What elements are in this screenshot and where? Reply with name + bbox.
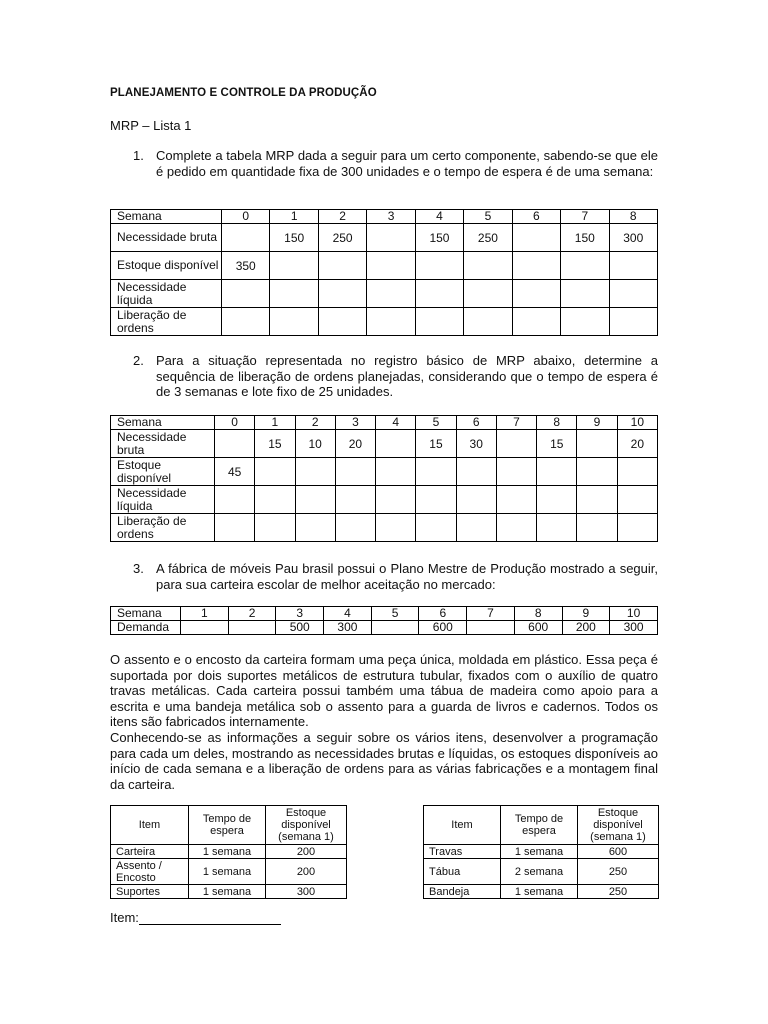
table-cell — [577, 514, 617, 542]
week-cell: 5 — [464, 210, 512, 224]
table-cell — [367, 308, 415, 336]
table-cell — [537, 458, 577, 486]
table-cell — [609, 280, 658, 308]
row-label: Estoque disponível — [111, 252, 222, 280]
week-cell: 9 — [577, 416, 617, 430]
week-cell: 6 — [456, 416, 496, 430]
week-cell: 4 — [376, 416, 416, 430]
table-row — [424, 845, 659, 859]
demand-cell: 600 — [514, 621, 562, 635]
row-label: Necessidade bruta — [111, 224, 222, 252]
table-cell — [215, 514, 255, 542]
question-2 — [110, 353, 658, 400]
week-cell: 6 — [419, 607, 467, 621]
table-cell — [537, 514, 577, 542]
table-cell: 15 — [537, 430, 577, 458]
demand-cell — [467, 621, 515, 635]
table-row — [111, 514, 658, 542]
table-cell — [222, 280, 270, 308]
items-table-right — [423, 805, 659, 899]
table-cell — [456, 514, 496, 542]
mrp-table-1 — [110, 209, 658, 336]
week-cell: 2 — [295, 416, 335, 430]
table-cell — [335, 458, 375, 486]
demand-cell: 500 — [276, 621, 324, 635]
week-header-label: Semana — [111, 210, 222, 224]
table-cell — [376, 486, 416, 514]
table-cell — [367, 280, 415, 308]
question-1-number: 1. — [133, 148, 144, 163]
table-cell — [222, 308, 270, 336]
table-cell — [215, 486, 255, 514]
table-cell — [456, 458, 496, 486]
week-cell: 1 — [255, 416, 295, 430]
demand-label: Demanda — [111, 621, 181, 635]
table-cell — [577, 430, 617, 458]
table-cell — [512, 252, 560, 280]
table-cell — [537, 486, 577, 514]
header-item: Item — [424, 806, 501, 845]
table-cell — [295, 458, 335, 486]
row-label: Liberação de ordens — [111, 514, 215, 542]
table-row — [111, 885, 347, 899]
row-label: Necessidade líquida — [111, 280, 222, 308]
week-cell: 2 — [228, 607, 276, 621]
table-cell — [270, 252, 318, 280]
table-cell — [496, 430, 536, 458]
table-cell: 10 — [295, 430, 335, 458]
item-name: Tábua — [424, 859, 501, 885]
table-row — [424, 806, 659, 845]
table-cell: 150 — [270, 224, 318, 252]
item-stock: 200 — [266, 859, 347, 885]
table-cell — [318, 252, 366, 280]
table-cell — [415, 252, 463, 280]
item-name: Carteira — [111, 845, 189, 859]
table-cell — [335, 486, 375, 514]
table-cell — [376, 458, 416, 486]
table-cell — [318, 308, 366, 336]
table-cell — [512, 280, 560, 308]
table-cell — [512, 224, 560, 252]
table-cell — [561, 252, 609, 280]
table-cell — [496, 458, 536, 486]
week-cell: 4 — [324, 607, 372, 621]
table-cell — [215, 430, 255, 458]
question-1-text: Complete a tabela MRP dada a seguir para um certo componente, sabendo-se que ele é pedido em quantidade fixa de 300 unidades e o tempo de espera é de uma semana: — [156, 148, 658, 179]
table-cell — [415, 308, 463, 336]
week-cell: 5 — [371, 607, 419, 621]
document-title: PLANEJAMENTO E CONTROLE DA PRODUÇÃO — [110, 87, 377, 99]
table-cell — [270, 280, 318, 308]
header-stock: Estoque disponível (semana 1) — [578, 806, 659, 845]
week-cell: 1 — [181, 607, 229, 621]
table-cell — [255, 458, 295, 486]
question-3-text: A fábrica de móveis Pau brasil possui o Plano Mestre de Produção mostrado a seguir, para sua carteira escolar de melhor aceitação no mercado: — [156, 561, 658, 592]
row-label: Necessidade bruta — [111, 430, 215, 458]
table-cell — [367, 252, 415, 280]
table-cell: 15 — [255, 430, 295, 458]
table-row — [111, 859, 347, 885]
table-row — [111, 806, 347, 845]
week-cell: 3 — [367, 210, 415, 224]
table-cell — [496, 486, 536, 514]
table-row — [111, 280, 658, 308]
table-cell — [318, 280, 366, 308]
table-row — [111, 308, 658, 336]
table-cell: 30 — [456, 430, 496, 458]
week-cell: 0 — [215, 416, 255, 430]
week-cell: 10 — [617, 416, 657, 430]
items-table-left — [110, 805, 347, 899]
table-cell — [415, 280, 463, 308]
table-row — [111, 486, 658, 514]
item-stock: 600 — [578, 845, 659, 859]
question-3 — [110, 561, 658, 592]
table-row — [111, 621, 658, 635]
week-cell: 10 — [610, 607, 658, 621]
question-2-number: 2. — [133, 353, 144, 368]
demand-cell: 300 — [610, 621, 658, 635]
row-label: Estoque disponível — [111, 458, 215, 486]
week-cell: 8 — [514, 607, 562, 621]
week-cell: 8 — [537, 416, 577, 430]
table-cell — [376, 514, 416, 542]
document-subtitle: MRP – Lista 1 — [110, 118, 192, 133]
table-cell — [617, 486, 657, 514]
table-cell: 300 — [609, 224, 658, 252]
table-cell — [270, 308, 318, 336]
demand-cell: 200 — [562, 621, 610, 635]
table-cell — [496, 514, 536, 542]
table-row — [111, 458, 658, 486]
table-cell: 15 — [416, 430, 456, 458]
table-cell: 150 — [415, 224, 463, 252]
week-cell: 2 — [318, 210, 366, 224]
table-row — [111, 845, 347, 859]
table-row — [111, 416, 658, 430]
table-row — [424, 885, 659, 899]
week-cell: 4 — [415, 210, 463, 224]
table-cell — [367, 224, 415, 252]
demand-cell: 300 — [324, 621, 372, 635]
item-lead-time: 1 semana — [189, 885, 266, 899]
description-paragraph: O assento e o encosto da carteira formam uma peça única, moldada em plástico. Essa peça é suportada por dois suportes metálicos de estrutura tubular, fixados com o auxílio de quatro travas metálicas. Cada carteira possui também uma tábua de madeira como apoio para a escrita e uma bandeja metálica sob o assento para a guarda de livros e cadernos. Todos os itens são fabricados internamente. — [110, 652, 658, 729]
table-cell — [416, 514, 456, 542]
row-label: Liberação de ordens — [111, 308, 222, 336]
table-cell — [335, 514, 375, 542]
week-cell: 5 — [416, 416, 456, 430]
demand-cell: 600 — [419, 621, 467, 635]
table-cell — [561, 280, 609, 308]
table-cell — [295, 514, 335, 542]
item-line-label: Item: — [110, 910, 139, 925]
table-cell — [577, 486, 617, 514]
mps-demand-table — [110, 606, 658, 635]
table-row — [111, 210, 658, 224]
table-row — [424, 859, 659, 885]
table-cell — [617, 458, 657, 486]
item-lead-time: 1 semana — [501, 845, 578, 859]
item-stock: 250 — [578, 859, 659, 885]
item-stock: 300 — [266, 885, 347, 899]
item-name: Travas — [424, 845, 501, 859]
week-cell: 6 — [512, 210, 560, 224]
week-cell: 0 — [222, 210, 270, 224]
table-cell — [464, 280, 512, 308]
table-cell — [512, 308, 560, 336]
table-cell — [609, 308, 658, 336]
table-cell — [609, 252, 658, 280]
header-lead-time: Tempo de espera — [189, 806, 266, 845]
table-cell: 350 — [222, 252, 270, 280]
week-cell: 3 — [335, 416, 375, 430]
week-cell: 9 — [562, 607, 610, 621]
table-row — [111, 430, 658, 458]
week-cell: 8 — [609, 210, 658, 224]
table-row — [111, 252, 658, 280]
table-cell — [464, 252, 512, 280]
week-cell: 1 — [270, 210, 318, 224]
header-lead-time: Tempo de espera — [501, 806, 578, 845]
question-3-number: 3. — [133, 561, 144, 576]
table-cell: 45 — [215, 458, 255, 486]
table-cell — [561, 308, 609, 336]
table-cell: 250 — [318, 224, 366, 252]
instruction-paragraph: Conhecendo-se as informações a seguir sobre os vários itens, desenvolver a programação para cada um deles, mostrando as necessidades brutas e líquidas, os estoques disponíveis ao início de cada semana e a liberação de ordens para as várias fabricações e a montagem final da carteira. — [110, 730, 658, 792]
demand-cell — [228, 621, 276, 635]
week-header-label: Semana — [111, 607, 181, 621]
item-stock: 200 — [266, 845, 347, 859]
question-2-text: Para a situação representada no registro básico de MRP abaixo, determine a sequência de liberação de ordens planejadas, considerando que o tempo de espera é de 3 semanas e lote fixo de 25 unidades. — [156, 353, 658, 399]
week-cell: 7 — [496, 416, 536, 430]
demand-cell — [181, 621, 229, 635]
table-cell — [222, 224, 270, 252]
table-row — [111, 607, 658, 621]
table-cell: 20 — [617, 430, 657, 458]
table-cell — [295, 486, 335, 514]
table-cell — [577, 458, 617, 486]
table-cell — [456, 486, 496, 514]
table-cell — [376, 430, 416, 458]
table-cell: 150 — [561, 224, 609, 252]
week-cell: 3 — [276, 607, 324, 621]
week-cell: 7 — [467, 607, 515, 621]
week-cell: 7 — [561, 210, 609, 224]
table-cell: 250 — [464, 224, 512, 252]
item-stock: 250 — [578, 885, 659, 899]
item-lead-time: 1 semana — [501, 885, 578, 899]
week-header-label: Semana — [111, 416, 215, 430]
table-cell: 20 — [335, 430, 375, 458]
item-lead-time: 1 semana — [189, 859, 266, 885]
header-stock: Estoque disponível (semana 1) — [266, 806, 347, 845]
item-fill-line — [110, 910, 281, 925]
table-cell — [416, 486, 456, 514]
item-name: Bandeja — [424, 885, 501, 899]
table-cell — [255, 514, 295, 542]
mrp-table-2 — [110, 415, 658, 542]
item-name: Assento / Encosto — [111, 859, 189, 885]
item-blank-line — [139, 910, 281, 925]
table-cell — [464, 308, 512, 336]
question-1 — [110, 148, 658, 179]
table-cell — [617, 514, 657, 542]
row-label: Necessidade líquida — [111, 486, 215, 514]
demand-cell — [371, 621, 419, 635]
header-item: Item — [111, 806, 189, 845]
item-lead-time: 1 semana — [189, 845, 266, 859]
table-cell — [416, 458, 456, 486]
item-lead-time: 2 semana — [501, 859, 578, 885]
table-row — [111, 224, 658, 252]
item-name: Suportes — [111, 885, 189, 899]
table-cell — [255, 486, 295, 514]
